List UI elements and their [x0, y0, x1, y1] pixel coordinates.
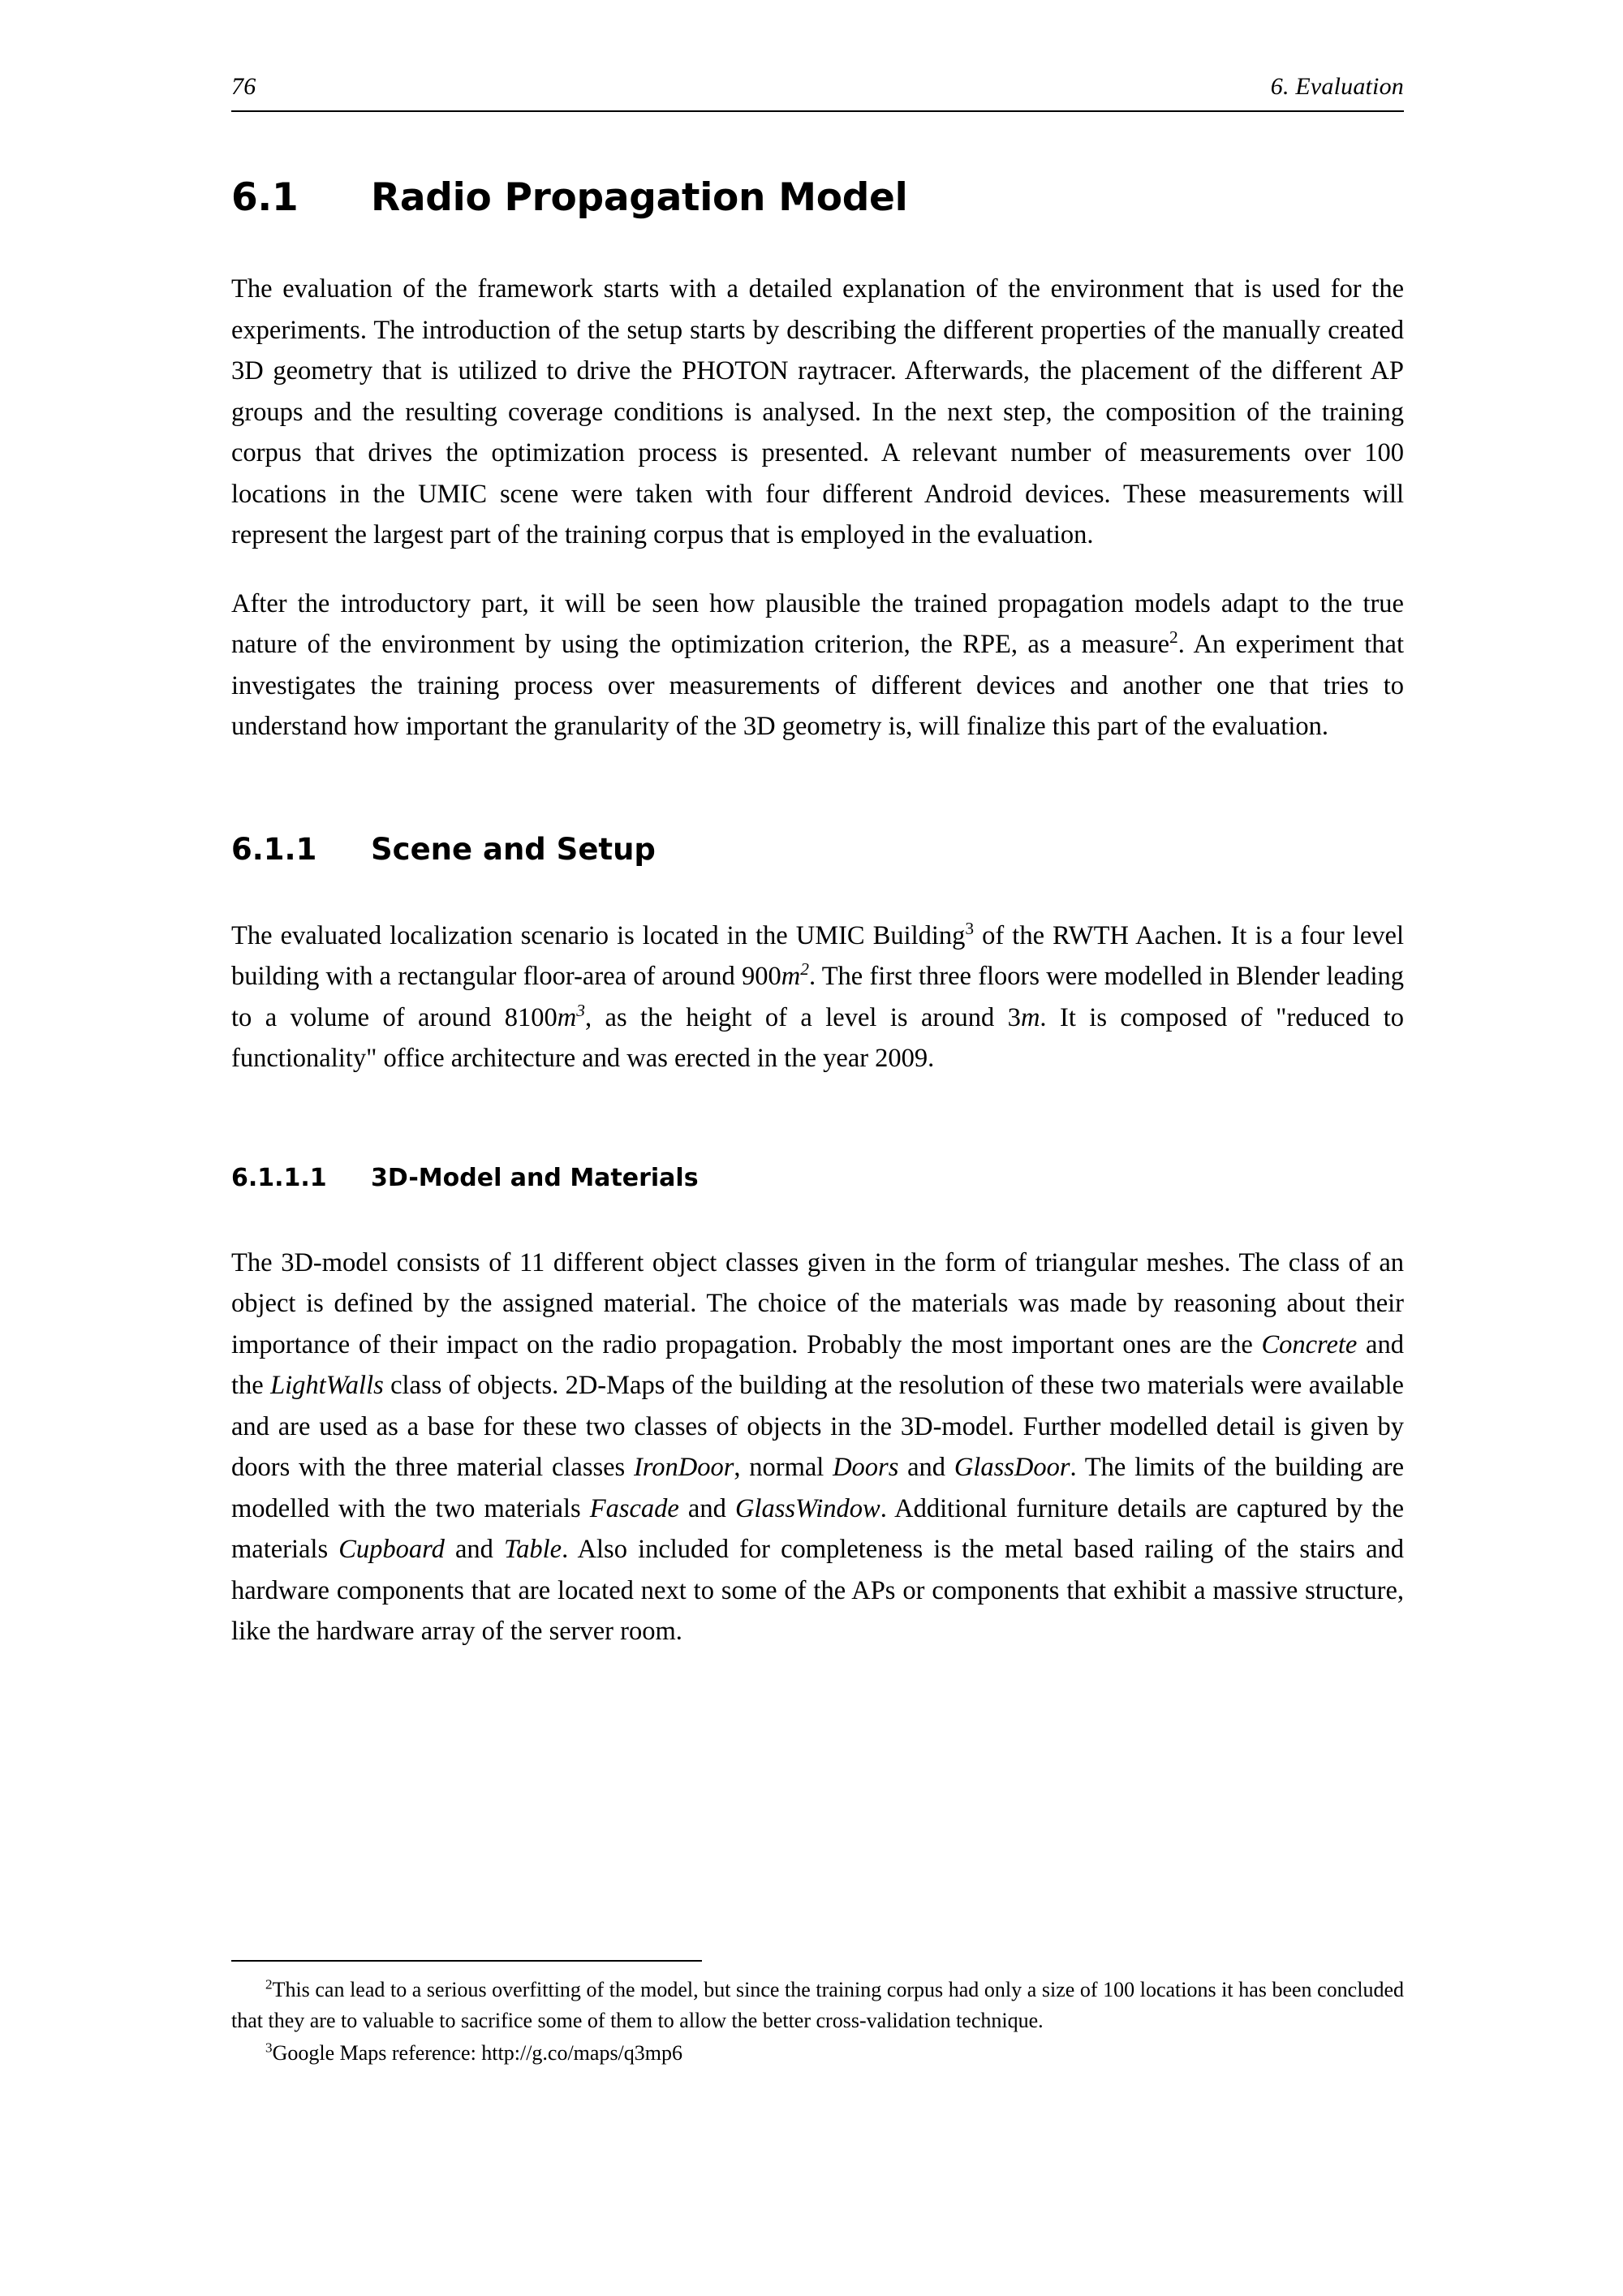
footnote-2-text: This can lead to a serious overfitting of the model, but since the training corpus had only a size of 100 locations it has been concluded that they are to valuable to sacrifice some of them to allow the better cross-validation technique. — [231, 1978, 1404, 2032]
paragraph-materials: The 3D-model consists of 11 different object classes given in the form of triangular meshes. The class of an object is defined by the assigned material. The choice of the materials was made by reasoning about their importance of their impact on the radio propagation. Probably the most important ones are the Concrete and the LightWalls class of objects. 2D-Maps of the building at the resolution of these two materials were available and are used as a base for these two classes of objects in the 3D-model. Further modelled detail is given by doors with the three material classes IronDoor, normal Doors and GlassDoor. The limits of the building are modelled with the two materials Fascade and GlassWindow. Additional furniture details are captured by the materials Cupboard and Table. Also included for completeness is the metal based railing of the stairs and hardware components that are located next to some of the APs or components that exhibit a massive structure, like the hardware array of the server room. — [231, 1247, 1404, 1646]
subsection-number: 6.1.1 — [231, 831, 317, 867]
chapter-title: 6. Evaluation — [1270, 73, 1404, 100]
footnote-2 — [231, 1975, 1404, 2036]
footnote-marker-2: 2 — [1169, 627, 1178, 648]
paragraph-intro: The evaluation of the framework starts with a detailed explanation of the environment that is used for the experiments. The introduction of the setup starts by describing the different properties of the manually created 3D geometry that is utilized to drive the PHOTON raytracer. Afterwards, the placement of the different AP groups and the resulting coverage conditions is analysed. In the next step, the composition of the training corpus that drives the optimization process is presented. A relevant number of measurements over 100 locations in the UMIC scene were taken with four different Android devices. These measurements will represent the largest part of the training corpus that is employed in the evaluation. — [231, 274, 1404, 549]
page-content — [231, 73, 1404, 1652]
material-irondoor: IronDoor — [633, 1453, 734, 1482]
footnote-3 — [231, 2038, 1404, 2069]
paragraph-scene-part4: , as the height of a level is around 3 — [584, 1002, 1021, 1032]
running-head — [231, 73, 1404, 101]
paragraph-scene — [231, 915, 1404, 1079]
paragraph-rpe-part1: After the introductory part, it will be seen how plausible the trained propagation models adapt to the true nature of the environment by using the optimization criterion, the RPE, as a measure — [231, 588, 1404, 659]
paragraph-scene-part3: . The first three floors were modelled in Blender leading to a volume of around 8100 — [231, 962, 1405, 1032]
footnote-3-text: Google Maps reference: http://g.co/maps/q3mp6 — [272, 2041, 683, 2065]
subsubsection-number: 6.1.1.1 — [231, 1163, 327, 1192]
material-cupboard: Cupboard — [338, 1535, 445, 1564]
section-title: Radio Propagation Model — [371, 175, 908, 220]
footnote-marker-3: 3 — [965, 918, 975, 938]
paragraph-scene-part5: . It is composed of "reduced to functionality" office architecture and was erected in the year 2009. — [231, 1002, 1404, 1073]
math-meters-squared: $m^2$ — [781, 959, 809, 991]
material-doors: Doors — [833, 1453, 899, 1482]
paragraph-rpe-part2: . An experiment that investigates the training process over measurements of different devices and another one that tries to understand how important the granularity of the 3D geometry is, will finalize this part of the evaluation. — [231, 630, 1404, 741]
subsection-title: Scene and Setup — [371, 831, 656, 867]
section-heading-6-1 — [231, 175, 1404, 220]
material-fascade: Fascade — [589, 1493, 679, 1523]
footnote-2-marker: 2 — [265, 1976, 273, 1992]
subsubsection-title: 3D-Model and Materials — [371, 1163, 699, 1192]
math-meters-cubed: $m^3$ — [557, 1000, 585, 1032]
material-lightwalls: LightWalls — [270, 1371, 384, 1400]
math-meters: m — [1020, 1002, 1040, 1032]
subsubsection-heading-6-1-1-1 — [231, 1164, 1404, 1192]
header-divider — [231, 110, 1404, 112]
footnote-area — [231, 1960, 1404, 2069]
footnote-divider — [231, 1960, 702, 1962]
material-glasswindow: GlassWindow — [734, 1493, 880, 1523]
material-concrete: Concrete — [1261, 1329, 1358, 1359]
page-number: 76 — [231, 73, 256, 100]
footnote-3-marker: 3 — [265, 2040, 273, 2056]
subsection-heading-6-1-1 — [231, 832, 1404, 867]
paragraph-scene-part2: of the RWTH Aachen. It is a four level building with a rectangular floor-area of around 900 — [231, 920, 1405, 991]
material-table: Table — [504, 1535, 562, 1564]
material-glassdoor: GlassDoor — [954, 1453, 1070, 1482]
paragraph-rpe — [231, 584, 1404, 747]
paragraph-scene-part1: The evaluated localization scenario is located in the UMIC Building — [231, 920, 966, 950]
section-number: 6.1 — [231, 175, 299, 220]
